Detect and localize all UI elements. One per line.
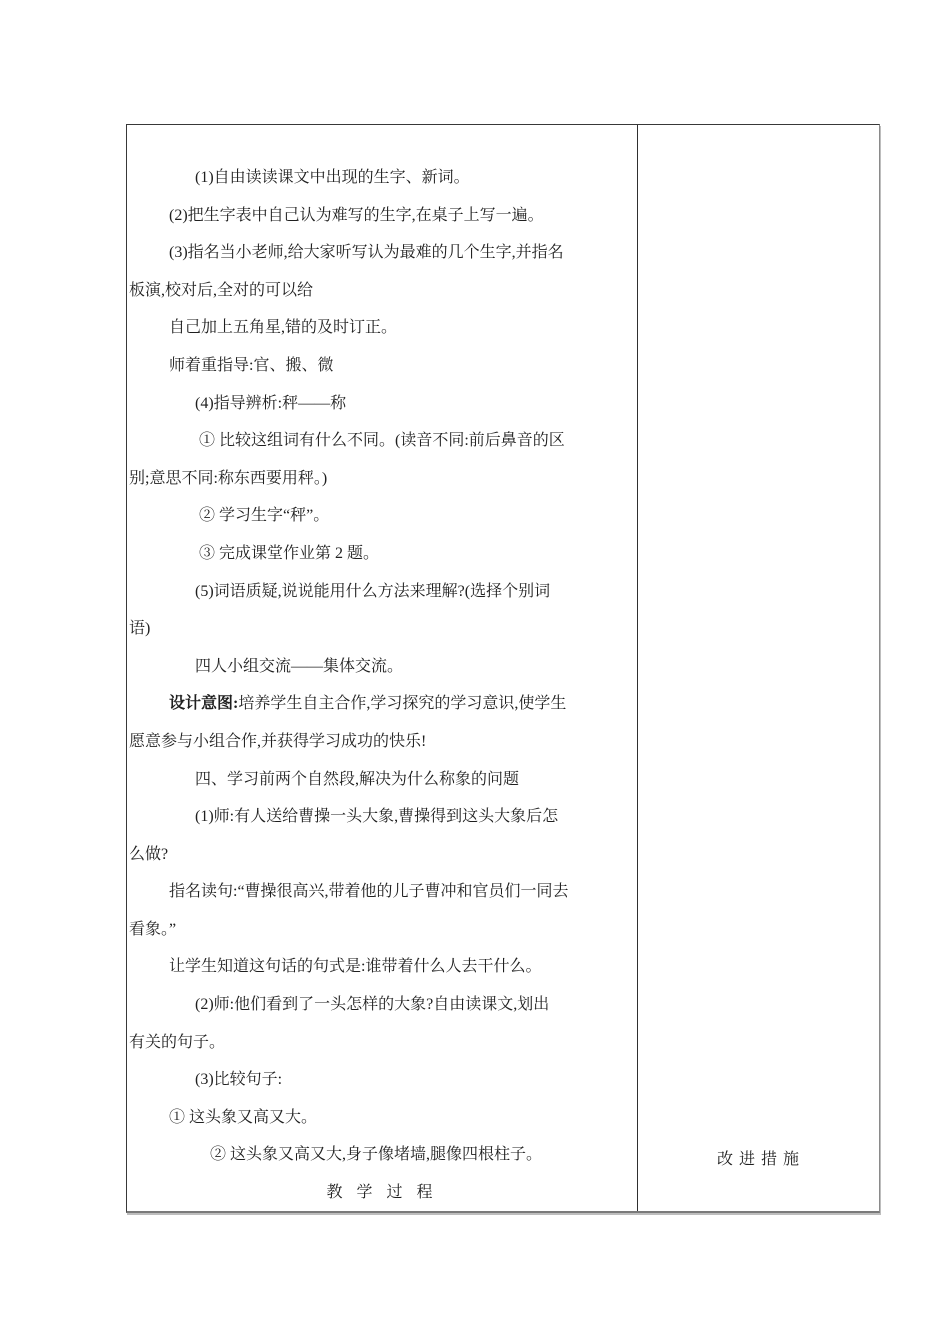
improvement-measures-column [638, 125, 879, 1211]
text-line: 愿意参与小组合作,并获得学习成功的快乐! [129, 732, 427, 750]
improvement-measures-label: 改 进 措 施 [716, 1151, 800, 1168]
text-line: 让学生知道这句话的句式是:谁带着什么人去干什么。 [169, 958, 542, 976]
text-line: 语) [129, 620, 151, 638]
text-line: 有关的句子。 [129, 1033, 226, 1051]
text-line: 自己加上五角星,错的及时订正。 [169, 319, 398, 337]
text-line: 教 学 过 程 [326, 1184, 438, 1202]
text-line: 四人小组交流——集体交流。 [195, 657, 404, 675]
text-line: (4)指导辨析:秤——称 [195, 394, 347, 412]
text-line: 指名读句:“曹操很高兴,带着他的儿子曹冲和官员们一同去 [169, 883, 569, 901]
text-line: ② 这头象又高又大,身子像堵墙,腿像四根柱子。 [210, 1146, 543, 1164]
text-line: (2)师:他们看到了一头怎样的大象?自由读课文,划出 [195, 996, 550, 1014]
text-line: (1)自由读读课文中出现的生字、新词。 [195, 169, 470, 186]
text-line: ② 学习生字“秤”。 [199, 507, 330, 525]
lesson-plan-table [126, 124, 880, 1213]
text-line: 设计意图:培养学生自主合作,学习探究的学习意识,使学生 [169, 695, 567, 713]
text-line: (1)师:有人送给曹操一头大象,曹操得到这头大象后怎 [195, 808, 559, 826]
teaching-process-column [127, 125, 638, 1211]
text-line: (3)比较句子: [195, 1071, 283, 1089]
bold-lead-in: 设计意图: [169, 695, 239, 713]
text-line: (2)把生字表中自己认为难写的生字,在桌子上写一遍。 [169, 206, 544, 224]
text-line: ① 比较这组词有什么不同。(读音不同:前后鼻音的区 [199, 432, 565, 450]
text-line: 师着重指导:官、搬、微 [169, 356, 334, 374]
text-line: 么做? [129, 845, 169, 863]
text-line: (5)词语质疑,说说能用什么方法来理解?(选择个别词 [195, 582, 551, 600]
text-line: 别;意思不同:称东西要用秤。) [129, 469, 328, 487]
text-line: 四、学习前两个自然段,解决为什么称象的问题 [195, 770, 520, 788]
text-line: (3)指名当小老师,给大家听写认为最难的几个生字,并指名 [169, 244, 564, 262]
text-line: 板演,校对后,全对的可以给 [129, 281, 314, 299]
text-line: ③ 完成课堂作业第 2 题。 [199, 544, 380, 562]
text-line: 看象。” [129, 920, 177, 938]
text-line: ① 这头象又高又大。 [169, 1108, 318, 1126]
